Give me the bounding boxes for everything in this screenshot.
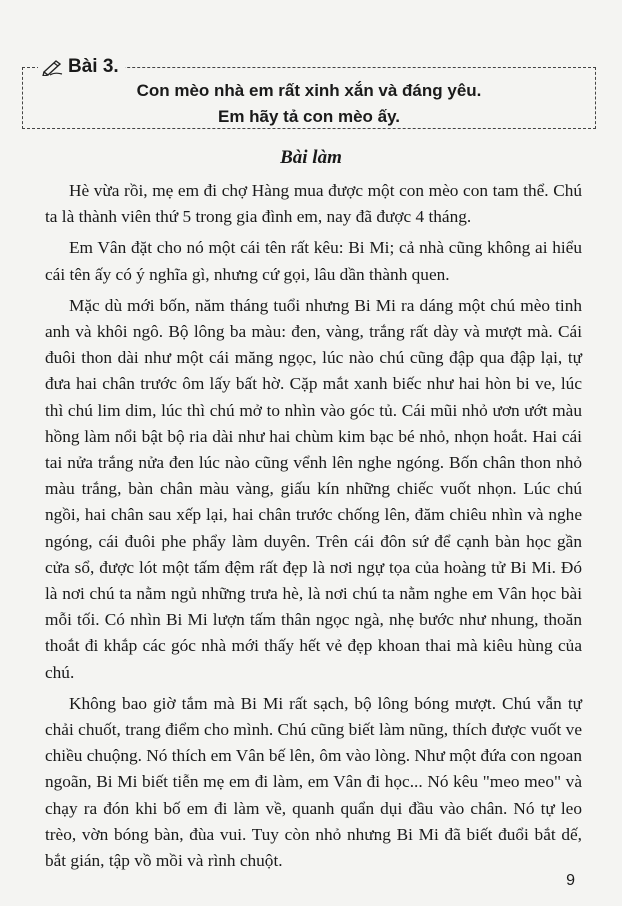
essay-body bbox=[45, 178, 582, 879]
pencil-icon bbox=[42, 58, 64, 76]
paragraph-4: Không bao giờ tắm mà Bi Mi rất sạch, bộ lông bóng mượt. Chú vẫn tự chải chuốt, trang điểm cho mình. Chú cũng biết làm nũng, thích được vuốt ve chiều chuộng. Nó thích em Vân bế lên, ôm vào lòng. Như một đứa con ngoan ngoãn, Bi Mi biết tiễn mẹ em đi làm, em Vân đi học... Nó kêu "meo meo" và chạy ra đón khi bố em đi làm về, quanh quẩn dụi đầu vào chân. Nó tự leo trèo, vờn bóng bàn, đùa vui. Tuy còn nhỏ nhưng Bi Mi đã biết đuổi bắt dế, bắt gián, tập vồ mồi và rình chuột. bbox=[45, 693, 582, 871]
exercise-prompt-line-1: Con mèo nhà em rất xinh xắn và đáng yêu. bbox=[136, 81, 482, 100]
exercise-title bbox=[38, 54, 125, 80]
paragraph-1: Hè vừa rồi, mẹ em đi chợ Hàng mua được một con mèo con tam thể. Chú ta là thành viên thứ 5 trong gia đình em, nay đã được 4 tháng. bbox=[45, 181, 582, 227]
page-number: 9 bbox=[566, 872, 575, 889]
exercise-prompt-line-2: Em hãy tả con mèo ấy. bbox=[217, 107, 401, 126]
exercise-title-text: Bài 3. bbox=[68, 56, 119, 77]
paragraph-3: Mặc dù mới bốn, năm tháng tuổi nhưng Bi Mi ra dáng một chú mèo tinh anh và khôi ngô. Bộ lông ba màu: đen, vàng, trắng rất dày và mượt mà. Cái đuôi thon dài như một cái măng ngọc, lúc nào chú cũng đập qua đập lại, tự đưa hai chân trước ôm lấy bất hờ. Cặp mắt xanh biếc như hai hòn bi ve, lúc thì chú lim dim, lúc thì chú mở to nhìn vào góc tủ. Cái mũi nhỏ ươn ướt màu hồng làm nổi bật bộ ria dài như hai chùm kim bạc bé nhỏ, nhọn hoắt. Hai cái tai nửa trắng nửa đen lúc nào cũng vểnh lên nghe ngóng. Bốn chân thon nhỏ màu trắng, bàn chân màu vàng, giấu kín những chiếc vuốt nhọn. Lúc chú ngồi, hai chân sau xếp lại, hai chân trước chống lên, đăm chiêu nhìn và nghe ngóng, cái đuôi phe phẩy làm duyên. Trên cái đôn sứ để cạnh bàn học gần cửa sổ, được lót một tấm đệm rất đẹp là nơi ngự tọa của hoàng tử Bi Mi. Đó là nơi chú ta nằm ngủ những trưa hè, là nơi chú ta nằm nghe em Vân học bài mỗi tối. Có nhìn Bi Mi lượn tấm thân ngọc ngà, nhẹ bước như nhung, thoăn thoắt đi khắp các góc nhà mới thấy hết vẻ đẹp khoan thai mà kiêu hùng của chú. bbox=[45, 295, 582, 682]
answer-heading: Bài làm bbox=[280, 147, 342, 168]
paragraph-2: Em Vân đặt cho nó một cái tên rất kêu: Bi Mi; cả nhà cũng không ai hiểu cái tên ấy có ý nghĩa gì, nhưng cứ gọi, lâu dần thành quen. bbox=[45, 238, 582, 284]
